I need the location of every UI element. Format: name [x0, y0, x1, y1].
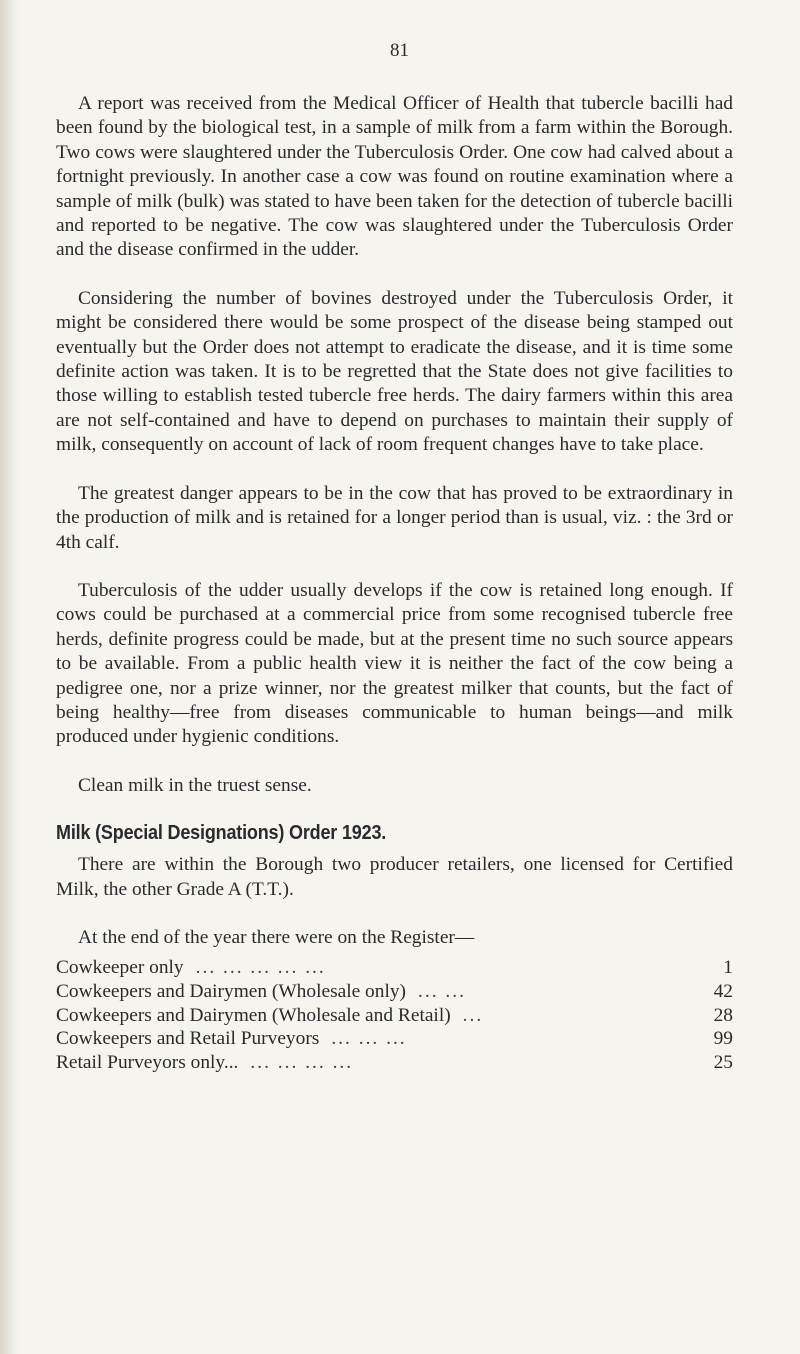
paragraph-greatest-danger: The greatest danger appears to be in the cow that has proved to be extraordinary in the production of milk and is retained for a longer period than is usual, viz. : the 3rd or 4th calf.: [56, 482, 733, 553]
page-number: 81: [390, 40, 409, 61]
paragraph-clean-milk: Clean milk in the truest sense.: [78, 774, 312, 796]
register-leader: ... ...: [418, 980, 466, 1002]
register-label: Cowkeepers and Dairymen (Wholesale and Retail): [56, 1004, 451, 1026]
register-count: 99: [713, 1028, 733, 1050]
register-leader: ... ... ... ...: [250, 1051, 354, 1073]
register-leader: ... ... ...: [331, 1028, 407, 1050]
register-row: [56, 980, 733, 1004]
paragraph-udder-tuberculosis: Tuberculosis of the udder usually develops if the cow is retained long enough. If cows could be purchased at a commercial price from some recognised tubercle free herds, definite progress could be made, but at the present time no such source appears to be available. From a public health view it is neither the fact of the cow being a pedigree one, nor a prize winner, nor the greatest milker that counts, but the fact of being healthy—free from diseases communicable to human beings—and milk produced under hygienic conditions.: [56, 579, 733, 748]
register-label: Retail Purveyors only...: [56, 1051, 239, 1073]
register-count: 42: [713, 980, 733, 1002]
register-list: [56, 956, 733, 1074]
register-row: [56, 1051, 733, 1075]
register-leader: ... ... ... ... ...: [195, 957, 326, 979]
register-row: [56, 1027, 733, 1051]
register-leader: ...: [462, 1004, 484, 1026]
register-row: [56, 1004, 733, 1028]
register-count: 28: [713, 1004, 733, 1026]
paragraph-tubercle-report: A report was received from the Medical Officer of Health that tubercle bacilli had been found by the biological test, in a sample of milk from a farm within the Borough. Two cows were slaughtered under the Tuberculosis Order. One cow had calved about a fortnight previously. In another case a cow was found on routine examination where a sample of milk (bulk) was stated to have been taken for the detection of tubercle bacilli and reported to be negative. The cow was slaughtered under the Tuberculosis Order and the disease confirmed in the udder.: [56, 93, 733, 261]
register-intro: At the end of the year there were on the Register—: [78, 926, 475, 948]
register-row: [56, 956, 733, 980]
register-count: 1: [723, 957, 733, 979]
register-label: Cowkeeper only: [56, 957, 184, 979]
register-label: Cowkeepers and Retail Purveyors: [56, 1028, 320, 1050]
paragraph-producer-retailers: There are within the Borough two producer retailers, one licensed for Certified Milk, the other Grade A (T.T.).: [56, 854, 733, 900]
paragraph-tuberculosis-order: Considering the number of bovines destroyed under the Tuberculosis Order, it might be considered there would be some prospect of the disease being stamped out eventually but the Order does not attempt to eradicate the disease, and it is time some definite action was taken. It is to be regretted that the State does not give facilities to those willing to establish tested tubercle free herds. The dairy farmers within this area are not self-contained and have to depend on purchases to maintain their supply of milk, consequently on account of lack of room frequent changes have to take place.: [56, 287, 733, 456]
section-heading: Milk (Special Designations) Order 1923.: [56, 822, 387, 845]
register-label: Cowkeepers and Dairymen (Wholesale only): [56, 980, 406, 1002]
register-count: 25: [713, 1051, 733, 1073]
